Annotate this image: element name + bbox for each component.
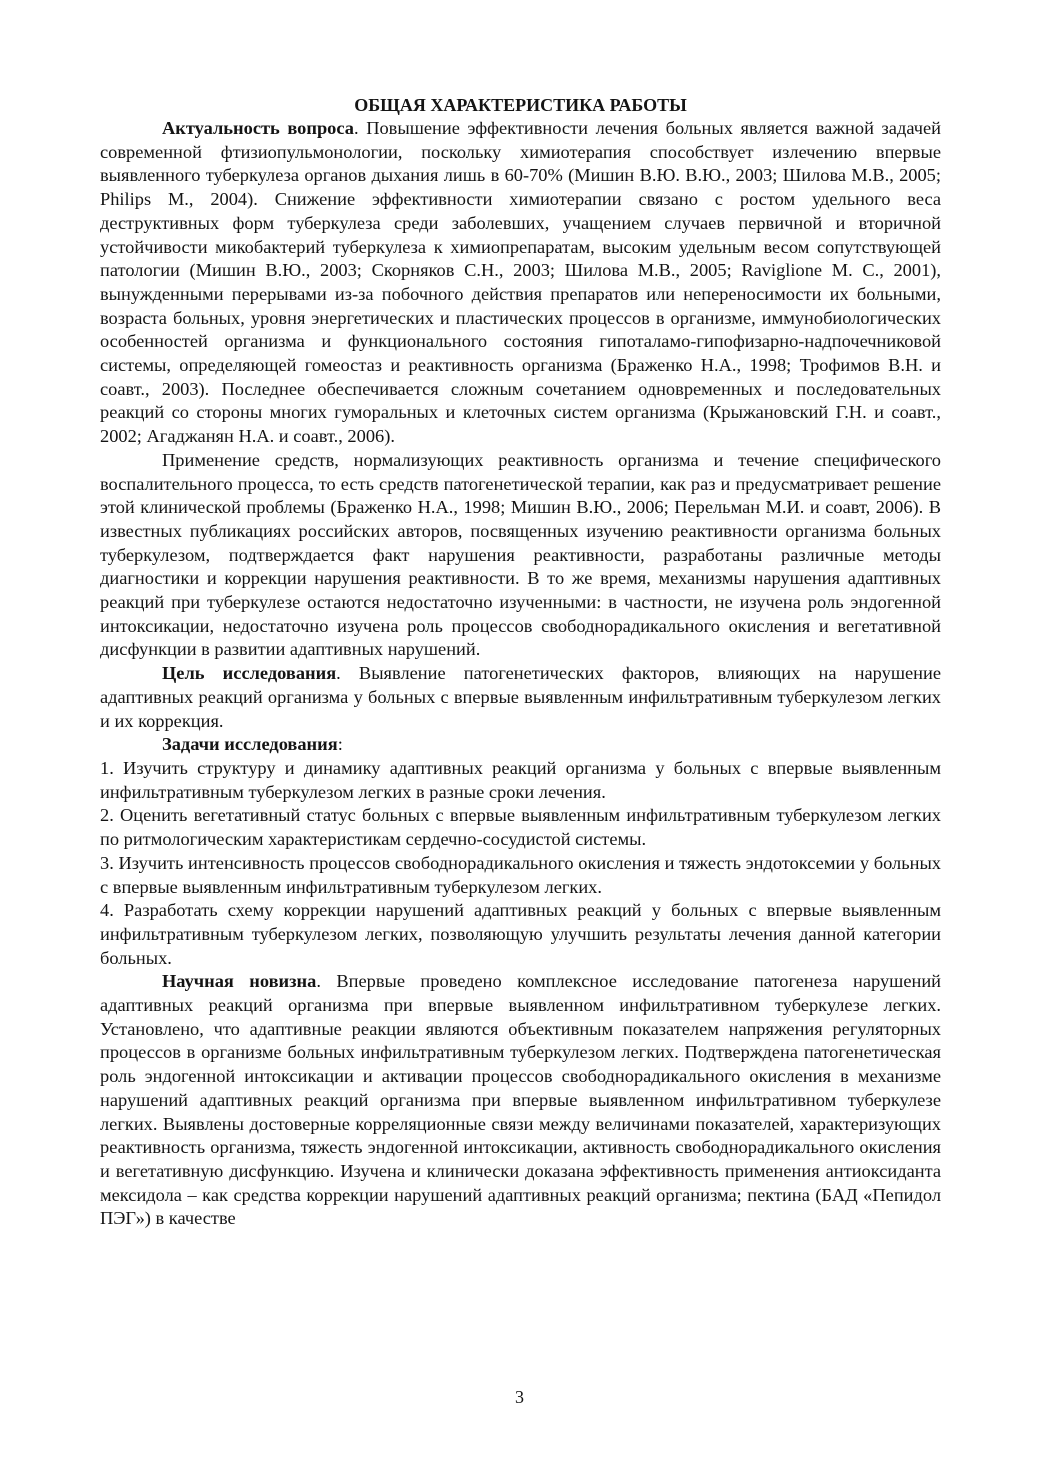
novelty-paragraph [100,970,941,1231]
page-title: ОБЩАЯ ХАРАКТЕРИСТИКА РАБОТЫ [354,95,687,115]
task-item-4: 4. Разработать схему коррекции нарушений адаптивных реакций у больных с впервые выявленным инфильтративным туберкулезом легких, позволяющую улучшить результаты лечения данной категории больных. [100,900,941,968]
goal-paragraph [100,662,941,733]
application-paragraph: Применение средств, нормализующих реактивность организма и течение специфического воспалительного процесса, то есть средств патогенетической терапии, как раз и предусматривает решение этой клинической проблемы (Браженко Н.А., 1998; Мишин В.Ю., 2006; Перельман М.И. и соавт, 2006). В известных публикациях российских авторов, посвященных изучению реактивности организма больных туберкулезом, подтверждается факт нарушения реактивности, разработаны различные методы диагностики и коррекции нарушения реактивности. В то же время, механизмы нарушения адаптивных реакций при туберкулезе остаются недостаточно изученными: в частности, не изучена роль эндогенной интоксикации, недостаточно изучена роль процессов свободнорадикального окисления и вегетативной дисфункции в развитии адаптивных нарушений. [100,449,941,660]
goal-text: . Выявление патогенетических факторов, влияющих на нарушение адаптивных реакций организма у больных с впервые выявленным инфильтративным туберкулезом легких и их коррекция. [100,663,941,731]
page-number: 3 [515,1387,524,1407]
tasks-heading-paragraph [100,733,941,757]
novelty-heading: Научная новизна [162,971,317,992]
tasks-heading: Задачи исследования [162,734,338,755]
relevance-paragraph [100,117,941,449]
relevance-heading: Актуальность вопроса [162,118,354,138]
task-item-3: 3. Изучить интенсивность процессов свободнорадикального окисления и тяжесть эндотоксемии у больных с впервые выявленным инфильтративным туберкулезом легких. [100,852,941,897]
goal-heading: Цель исследования [162,663,337,684]
novelty-text: . Впервые проведено комплексное исследование патогенеза нарушений адаптивных реакций организма при впервые выявленном инфильтративном туберкулезе легких. Установлено, что адаптивные реакции являются объективным показателем напряжения регуляторных процессов в организме больных инфильтративным туберкулезом легких. Подтверждена патогенетическая роль эндогенной интоксикации и активации процессов свободнорадикального окисления в механизме нарушений адаптивных реакций организма при впервые выявленном инфильтративном туберкулезе легких. Выявлены достоверные корреляционные связи между величинами показателей, характеризующих реактивность организма, тяжесть эндогенной интоксикации, активность свободнорадикального окисления и вегетативную дисфункцию. Изучена и клинически доказана эффективность применения антиоксиданта мексидола – как средства коррекции нарушений адаптивных реакций организма; пектина (БАД «Пепидол ПЭГ») в качестве [100,971,942,1229]
relevance-text: . Повышение эффективности лечения больных является важной задачей современной фтизиопульмонологии, поскольку химиотерапия способствует излечению впервые выявленного туберкулеза органов дыхания лишь в 60-70% (Мишин В.Ю. В.Ю., 2003; Шилова М.В., 2005; Philips M., 2004). Снижение эффективности химиотерапии связано с ростом удельного веса деструктивных форм туберкулеза среди заболевших, учащением случаев первичной и вторичной устойчивости микобактерий туберкулеза к химиопрепаратам, высоким удельным весом сопутствующей патологии (Мишин В.Ю., 2003; Скорняков С.Н., 2003; Шилова М.В., 2005; Raviglione M. C., 2001), вынужденными перерывами из-за побочного действия препаратов или непереносимости их больными, возраста больных, уровня энергетических и пластических процессов в организме, иммунобиологических особенностей организма и функционального состояния гипоталамо-гипофизарно-надпочечниковой системы, определяющей гомеостаз и реактивность организма (Браженко Н.А., 1998; Трофимов В.Н. и соавт., 2003). Последнее обеспечивается сложным сочетанием одновременных и последовательных реакций со стороны многих гуморальных и клеточных систем организма (Крыжановский Г.Н. и соавт., 2002; Агаджанян Н.А. и соавт., 2006). [100,118,942,447]
tasks-heading-suffix: : [337,734,343,755]
task-item-1: 1. Изучить структуру и динамику адаптивных реакций организма у больных с впервые выявленным инфильтративным туберкулезом легких в разные сроки лечения. [100,757,941,802]
task-item-2: 2. Оценить вегетативный статус больных с впервые выявленным инфильтративным туберкулезом легких по ритмологическим характеристикам сердечно-сосудистой системы. [100,805,941,850]
